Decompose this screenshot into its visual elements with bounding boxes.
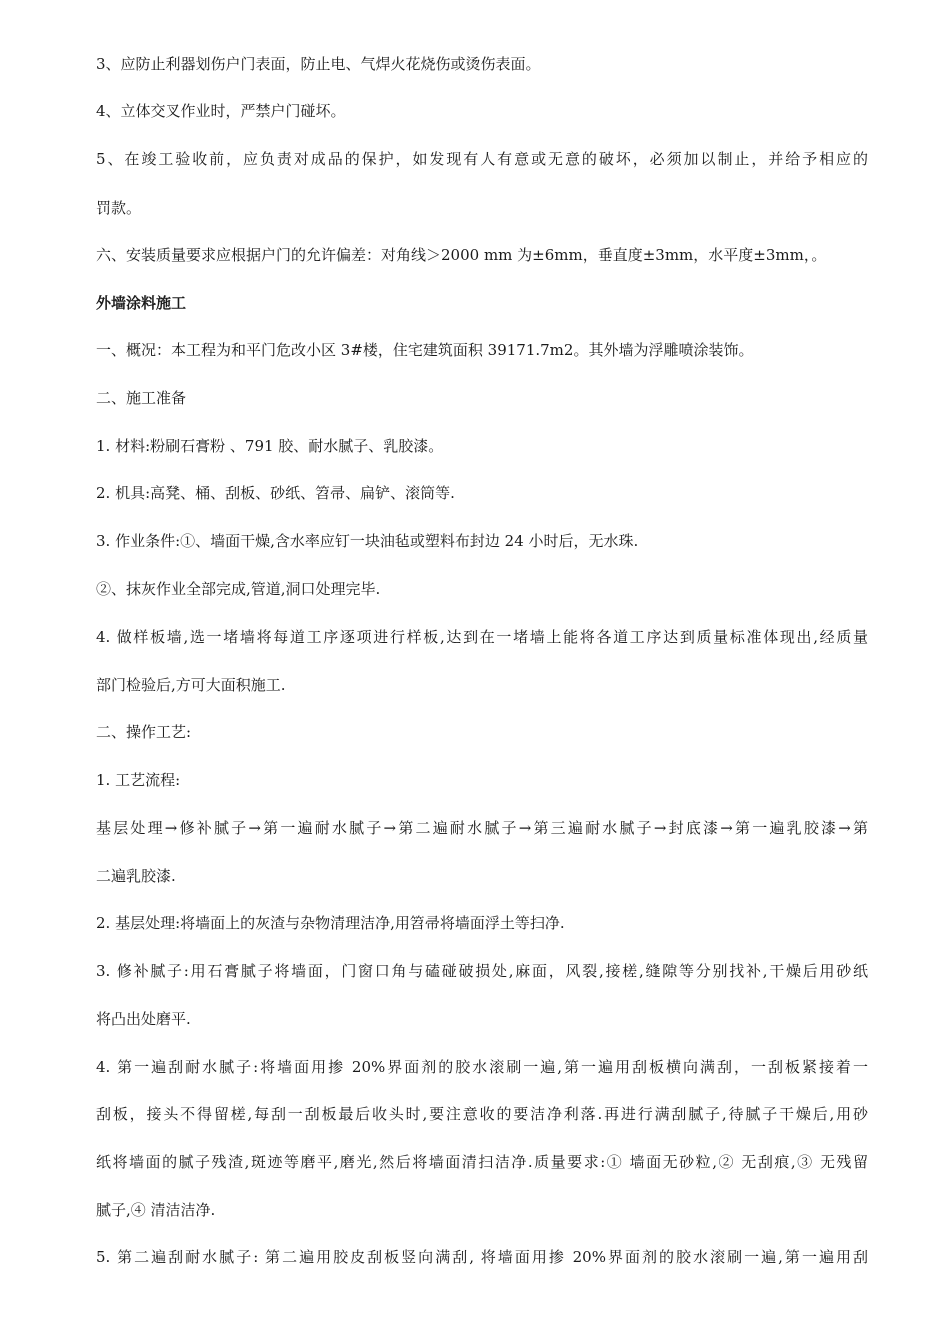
text-line: 一、概况：本工程为和平门危改小区 3#楼，住宅建筑面积 39171.7m2。其外墙为浮雕喷涂装饰。 [96,341,754,359]
text-line: 六、安装质量要求应根据户门的允许偏差：对角线＞2000 mm 为±6mm，垂直度±3mm，水平度±3mm，。 [96,246,827,264]
text-line: 4. 第一遍刮耐水腻子:将墙面用掺 20%界面剂的胶水滚刷一遍,第一遍用刮板横向满刮，一刮板紧接着一 [96,1058,868,1076]
text-line: 1. 工艺流程: [96,771,181,789]
text-line: 腻子,④ 清洁洁净. [96,1201,216,1219]
text-line: 纸将墙面的腻子残渣,斑迹等磨平,磨光,然后将墙面清扫洁净.质量要求:① 墙面无砂粒,② 无刮痕,③ 无残留 [96,1153,868,1171]
text-line: ②、抹灰作业全部完成,管道,洞口处理完毕. [96,580,381,598]
text-line: 2. 基层处理:将墙面上的灰渣与杂物清理洁净,用笤帚将墙面浮土等扫净. [96,914,565,932]
text-line: 2. 机具:高凳、桶、刮板、砂纸、笤帚、扁铲、滚筒等. [96,484,455,502]
text-line: 4、立体交叉作业时，严禁户门碰坏。 [96,102,346,120]
text-line: 1. 材料:粉刷石膏粉 、791 胶、耐水腻子、乳胶漆。 [96,437,444,455]
text-line: 4. 做样板墙,选一堵墙将每道工序逐项进行样板,达到在一堵墙上能将各道工序达到质量标准体现出,经质量 [96,628,868,646]
text-line: 部门检验后,方可大面积施工. [96,676,286,694]
section-heading: 外墙涂料施工 [96,294,187,312]
text-line: 3. 作业条件:①、墙面干燥,含水率应钉一块油毡或塑料布封边 24 小时后，无水珠. [96,532,639,550]
text-line: 5. 第二遍刮耐水腻子: 第二遍用胶皮刮板竖向满刮, 将墙面用掺 20%界面剂的胶水滚刷一遍,第一遍用刮 [96,1248,868,1266]
text-line: 3、应防止利器划伤户门表面，防止电、气焊火花烧伤或烫伤表面。 [96,55,541,73]
text-line: 将凸出处磨平. [96,1010,191,1028]
text-line: 3. 修补腻子:用石膏腻子将墙面，门窗口角与磕碰破损处,麻面，风裂,接槎,缝隙等分别找补,干燥后用砂纸 [96,962,868,980]
text-line: 二、施工准备 [96,389,187,407]
text-line: 二、操作工艺: [96,723,192,741]
text-line: 二遍乳胶漆. [96,867,176,885]
text-line: 刮板，接头不得留槎,每刮一刮板最后收头时,要注意收的要洁净利落.再进行满刮腻子,待腻子干燥后,用砂 [96,1105,868,1123]
text-line: 基层处理→修补腻子→第一遍耐水腻子→第二遍耐水腻子→第三遍耐水腻子→封底漆→第一遍乳胶漆→第 [96,819,868,837]
text-line: 罚款。 [96,199,142,217]
text-line: 5、在竣工验收前，应负责对成品的保护，如发现有人有意或无意的破坏，必须加以制止，并给予相应的 [96,150,868,168]
